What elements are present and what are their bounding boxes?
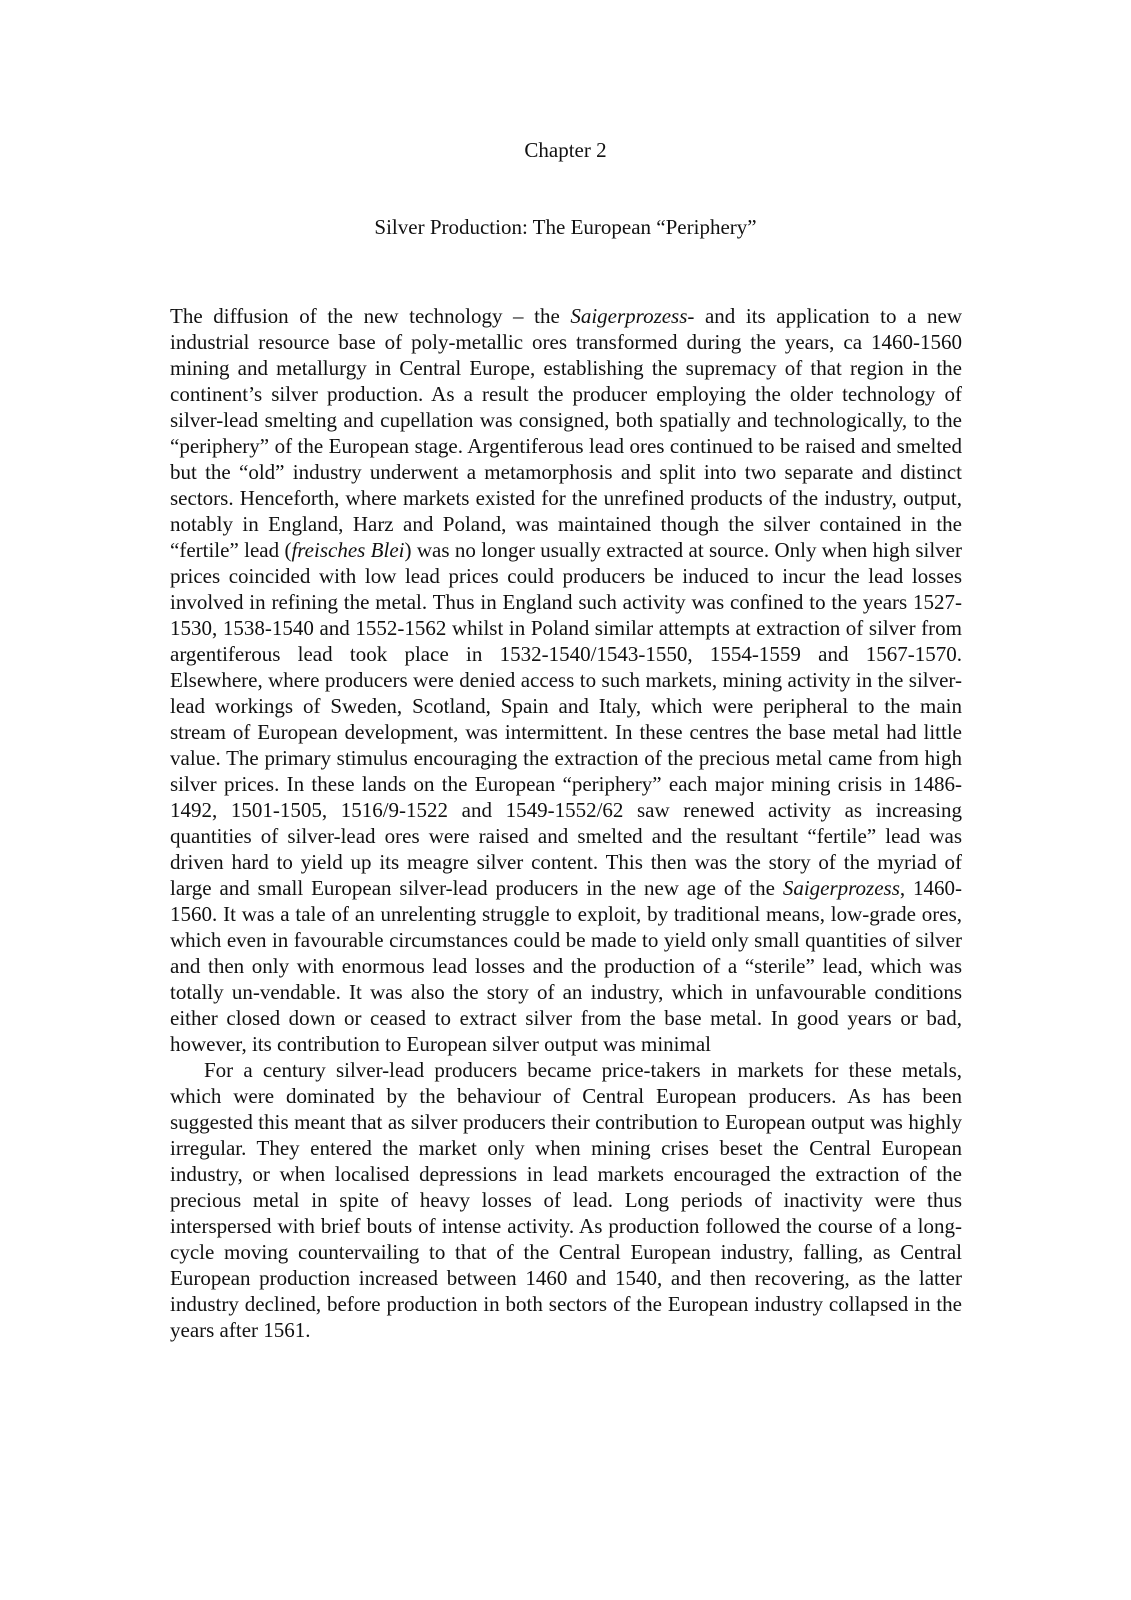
paragraph-2 bbox=[170, 1057, 962, 1343]
text-run: For a century silver-lead producers became price-takers in markets for these metals, which were dominated by the behaviour of Central European producers. As has been suggested this meant that as silver producers their contribution to European output was highly irregular. They entered the market only when mining crises beset the Central European industry, or when localised depressions in lead markets encouraged the extraction of the precious metal in spite of heavy losses of lead. Long periods of inactivity were thus interspersed with brief bouts of intense activity. As production followed the course of a long-cycle moving countervailing to that of the Central European industry, falling, as Central European production increased between 1460 and 1540, and then recovering, as the latter industry declined, before production in both sectors of the European industry collapsed in the years after 1561. bbox=[170, 1058, 962, 1342]
italic-term: Saigerprozess bbox=[782, 876, 900, 900]
chapter-label: Chapter 2 bbox=[524, 138, 607, 162]
paragraph-1 bbox=[170, 303, 962, 1057]
text-run: , 1460-1560. It was a tale of an unrelenting struggle to exploit, by traditional means, low-grade ores, which even in favourable circumstances could be made to yield only small quantities of silver and then only with enormous lead losses and the production of a “sterile” lead, which was totally un-vendable. It was also the story of an industry, which in unfavourable conditions either closed down or ceased to extract silver from the base metal. In good years or bad, however, its contribution to European silver output was minimal bbox=[170, 876, 963, 1056]
text-run: The diffusion of the new technology – the bbox=[170, 304, 571, 328]
text-run: - and its application to a new industrial resource base of poly-metallic ores transformed during the years, ca 1460-1560 mining and metallurgy in Central Europe, establishing the supremacy of that region in the continent’s silver production. As a result the producer employing the older technology of silver-lead smelting and cupellation was consigned, both spatially and technologically, to the “periphery” of the European stage. Argentiferous lead ores continued to be raised and smelted but the “old” industry underwent a metamorphosis and split into two separate and distinct sectors. Henceforth, where markets existed for the unrefined products of the industry, output, notably in England, Harz and Poland, was maintained though the silver contained in the “fertile” lead ( bbox=[170, 304, 962, 562]
italic-term: Saigerprozess bbox=[570, 304, 688, 328]
italic-term: freisches Blei bbox=[291, 538, 405, 562]
text-run: ) was no longer usually extracted at source. Only when high silver prices coincided with low lead prices could producers be induced to incur the lead losses involved in refining the metal. Thus in England such activity was confined to the years 1527-1530, 1538-1540 and 1552-1562 whilst in Poland similar attempts at extraction of silver from argentiferous lead took place in 1532-1540/1543-1550, 1554-1559 and 1567-1570. Elsewhere, where producers were denied access to such markets, mining activity in the silver-lead workings of Sweden, Scotland, Spain and Italy, which were peripheral to the main stream of European development, was intermittent. In these centres the base metal had little value. The primary stimulus encouraging the extraction of the precious metal came from high silver prices. In these lands on the European “periphery” each major mining crisis in 1486-1492, 1501-1505, 1516/9-1522 and 1549-1552/62 saw renewed activity as increasing quantities of silver-lead ores were raised and smelted and the resultant “fertile” lead was driven hard to yield up its meagre silver content. This then was the story of the myriad of large and small European silver-lead producers in the new age of the bbox=[170, 538, 962, 900]
chapter-title: Silver Production: The European “Periphery” bbox=[374, 215, 757, 239]
body-text bbox=[170, 303, 962, 1343]
